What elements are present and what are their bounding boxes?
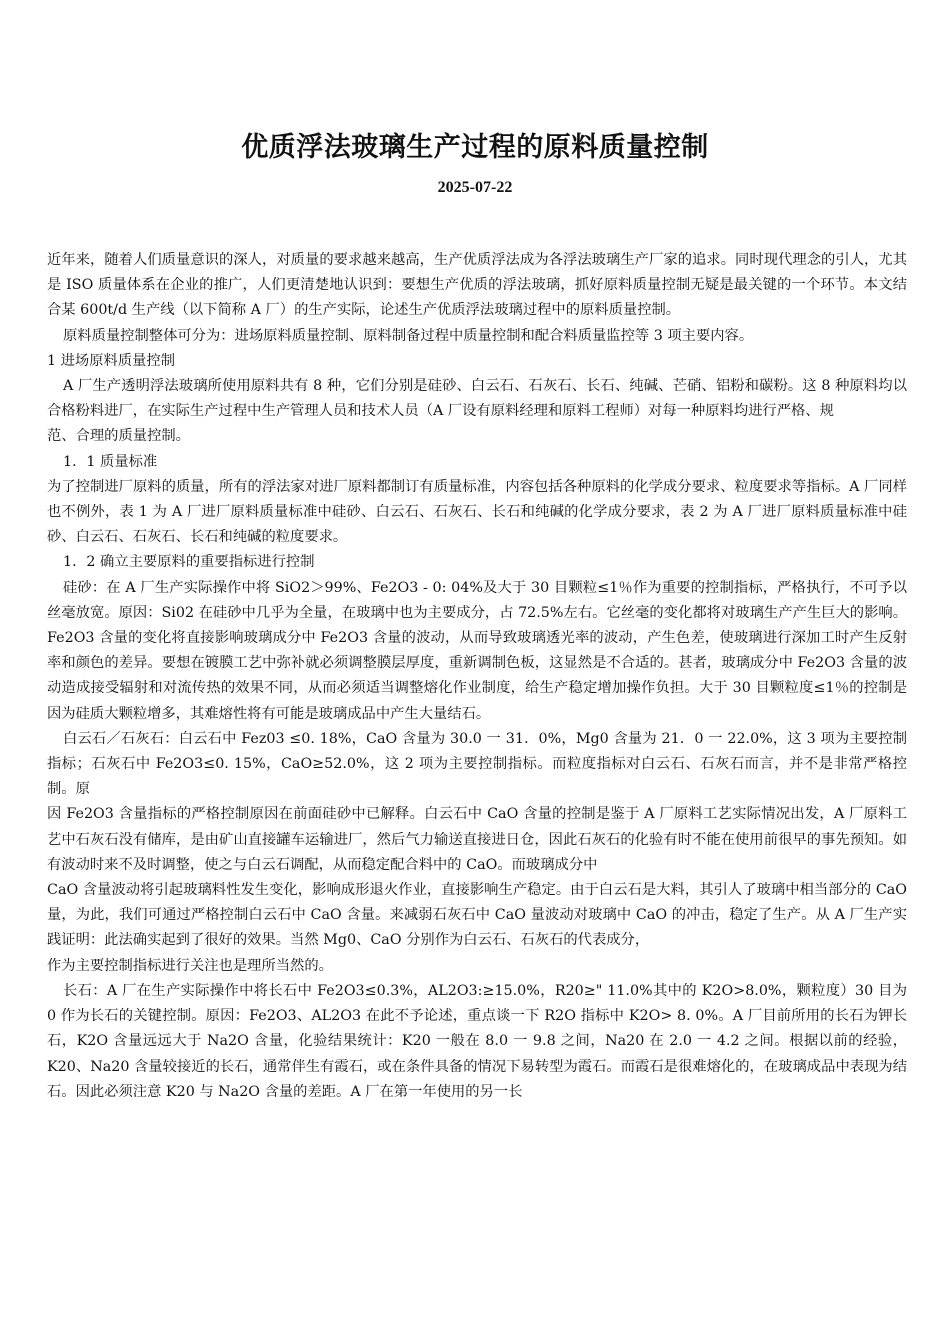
subsection-heading: 1．2 确立主要原料的重要指标进行控制 <box>63 554 315 571</box>
paragraph-continuation: 范、合理的质量控制。 <box>47 428 190 445</box>
paragraph-quality-standard: 为了控制进厂原料的质量，所有的浮法家对进厂原料都制订有质量标准，内容包括各种原料的化学成分要求、粒度要求等指标。A 厂同样也不例外，表 1 为 A 厂进厂原料质量标准中硅砂、白云石、石灰石、长石和纯碱的化学成分要求，表 2 为 A 厂进厂原料质量标准中硅砂、白云石、石灰石、长石和纯碱的粒度要求。 <box>47 478 907 546</box>
document-date: 2025-07-22 <box>437 179 513 196</box>
paragraph-silica-sand: 硅砂：在 A 厂生产实际操作中将 SiO2＞99%、Fe2O3 - 0: 04%及大于 30 目颗粒≤1％作为重要的控制指标，严格执行，不可予以丝毫放宽。原因：Si02 在硅砂中几乎为全量，在玻璃中也为主要成分，占 72.5%左右。它丝毫的变化都将对玻璃生产产生巨大的影响。Fe2O3 含量的变化将直接影响玻璃成分中 Fe2O3 含量的波动，从而导致玻璃透光率的波动，产生色差，使玻璃进行深加工时产生反射率和颜色的差异。要想在镀膜工艺中弥补就必须调整膜层厚度，重新调制色板，这显然是不合适的。甚者，玻璃成分中 Fe2O3 含量的波动造成接受辐射和对流传热的效果不同，从而必须适当调整熔化作业制度，给生产稳定增加操作负担。大于 30 目颗粒度≤1％的控制是因为硅质大颗粒增多，其难熔性将有可能是玻璃成品中产生大量结石。 <box>47 579 907 722</box>
paragraph-dolomite-limestone: 白云石／石灰石：白云石中 Fez03 ≤0. 18%，CaO 含量为 30.0 一 31．0%，Mg0 含量为 21．0 一 22.0%，这 3 项为主要控制指标；石灰石中 Fe2O3≤0. 15%，CaO≥52.0%，这 2 项为主要控制指标。而粒度指标对白云石、石灰石而言，并不是非常严格控制。原 <box>47 730 907 798</box>
paragraph-continuation: 作为主要控制指标进行关注也是理所当然的。 <box>47 957 333 974</box>
section-heading: 1 进场原料质量控制 <box>47 352 176 369</box>
paragraph-intro: 近年来，随着人们质量意识的深人，对质量的要求越来越高，生产优质浮法成为各浮法玻璃生产厂家的追求。同时现代理念的引人，尤其是 ISO 质量体系在企业的推广，人们更清楚地认识到：要想生产优质的浮法玻璃，抓好原料质量控制无疑是最关键的一个环节。本文结合某 600t/d 生产线（以下简称 A 厂）的生产实际，论述生产优质浮法玻璃过程中的原料质量控制。 <box>47 252 907 319</box>
paragraph-continuation: 因 Fe2O3 含量指标的严格控制原因在前面硅砂中已解释。白云石中 CaO 含量的控制是鉴于 A 厂原料工艺实际情况出发，A 厂原料工艺中石灰石没有储库，是由矿山直接罐车运输进厂，然后气力输送直接进日仓，因此石灰石的化验有时不能在使用前很早的事先预知。如有波动时来不及时调整，使之与白云石调配，从而稳定配合料中的 CaO。而玻璃成分中 <box>47 806 907 873</box>
paragraph-overview: 原料质量控制整体可分为：进场原料质量控制、原料制备过程中质量控制和配合料质量监控等 3 项主要内容。 <box>63 327 754 344</box>
subsection-heading: 1．1 质量标准 <box>63 453 158 470</box>
paragraph-feldspar: 长石：A 厂在生产实际操作中将长石中 Fe2O3≤0.3%，AL2O3:≥15.0%，R20≥" 11.0%其中的 K2O>8.0%，颗粒度）30 目为 0 作为长石的关键控制。原因：Fe2O3、AL2O3 在此不予论述，重点谈一下 R2O 指标中 K2O> 8. 0%。A 厂目前所用的长石为钾长石，K2O 含量远远大于 Na2O 含量，化验结果统计：K20 一般在 8.0 一 9.8 之间，Na20 在 2.0 一 4.2 之间。根据以前的经验，K20、Na20 含量较接近的长石，通常伴生有霞石，或在条件具备的情况下易转型为霞石。而霞石是很难熔化的，在玻璃成品中表现为结石。因此必须注意 K20 与 Na2O 含量的差距。A 厂在第一年使用的另一长 <box>47 982 907 1100</box>
document-title: 优质浮法玻璃生产过程的原料质量控制 <box>241 132 709 163</box>
paragraph-continuation: CaO 含量波动将引起玻璃料性发生变化，影响成形退火作业，直接影响生产稳定。由于白云石是大料，其引人了玻璃中相当部分的 CaO 量，为此，我们可通过严格控制白云石中 CaO 含量。来减弱石灰石中 CaO 量波动对玻璃中 CaO 的冲击，稳定了生产。从 A 厂生产实践证明：此法确实起到了很好的效果。当然 Mg0、CaO 分别作为白云石、石灰石的代表成分， <box>47 882 907 949</box>
document-body <box>47 248 907 1105</box>
paragraph-raw-materials: A 厂生产透明浮法玻璃所使用原料共有 8 种，它们分别是硅砂、白云石、石灰石、长石、纯碱、芒硝、铝粉和碳粉。这 8 种原料均以合格粉料进厂，在实际生产过程中生产管理人员和技术人员（A 厂设有原料经理和原料工程师）对每一种原料均进行严格、规 <box>47 378 907 420</box>
